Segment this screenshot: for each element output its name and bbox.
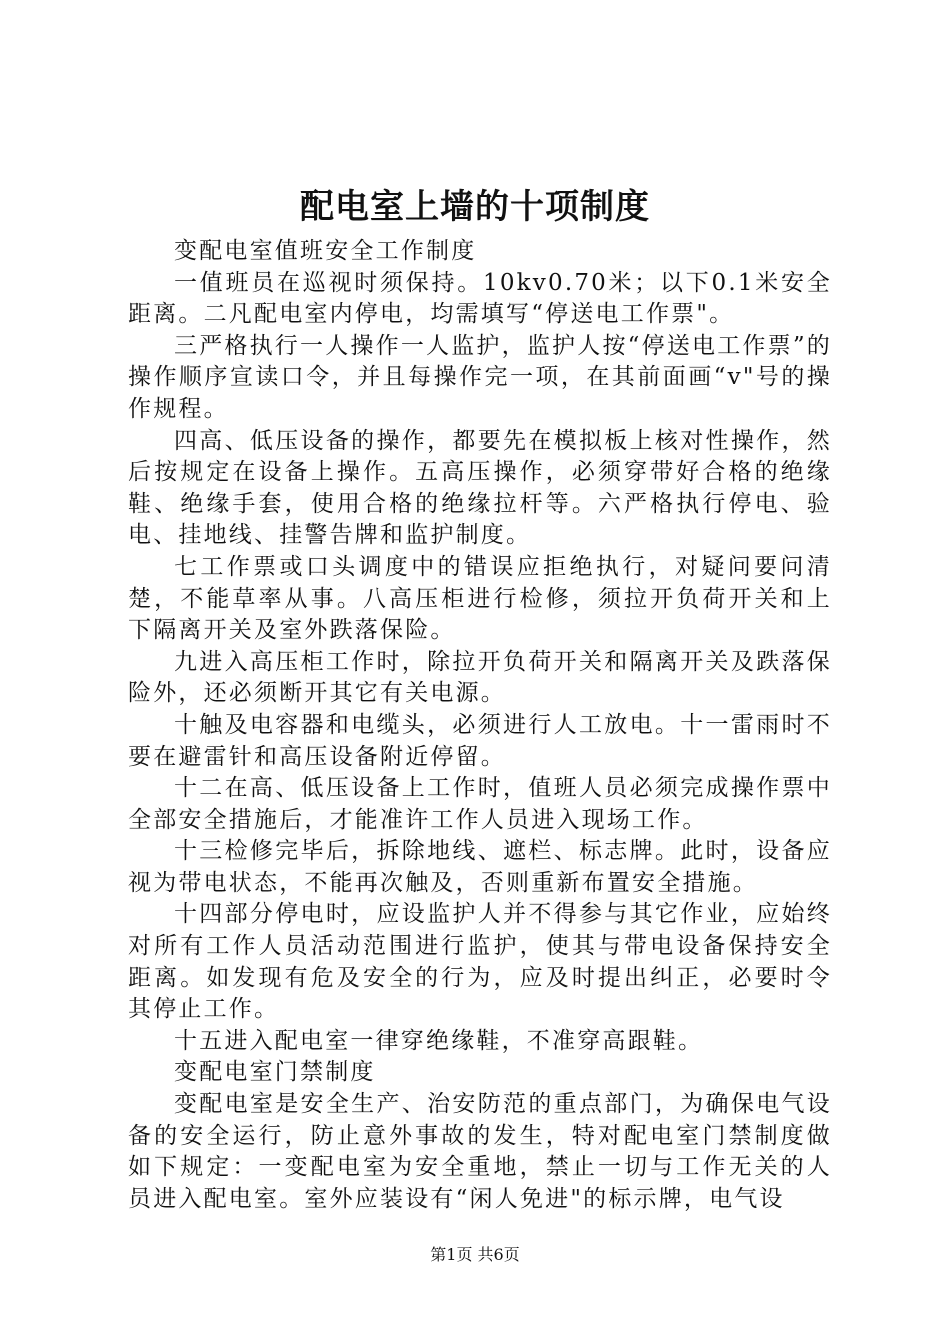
paragraph: 三严格执行一人操作一人监护，监护人按“停送电工作票”的操作顺序宣读口令，并且每操作完一项，在其前面画“v"号的操作规程。: [128, 332, 832, 422]
section-heading-access-control: 变配电室门禁制度: [174, 1059, 376, 1086]
paragraph: 九进入高压柜工作时，除拉开负荷开关和隔离开关及跌落保险外，还必须断开其它有关电源。: [128, 648, 832, 707]
paragraph: 十三检修完毕后，拆除地线、遮栏、标志牌。此时，设备应视为带电状态，不能再次触及，否则重新布置安全措施。: [128, 838, 832, 896]
page-number: 第1页 共6页: [430, 1245, 520, 1264]
document-body: [128, 236, 832, 1215]
paragraph: 变配电室是安全生产、治安防范的重点部门，为确保电气设备的安全运行，防止意外事故的发生，特对配电室门禁制度做如下规定：一变配电室为安全重地，禁止一切与工作无关的人员进入配电室。室外应装设有“闲人免进"的标示牌，电气设: [128, 1091, 832, 1212]
paragraph: 四高、低压设备的操作，都要先在模拟板上核对性操作，然后按规定在设备上操作。五高压操作，必须穿带好合格的绝缘鞋、绝缘手套，使用合格的绝缘拉杆等。六严格执行停电、验电、挂地线、挂警告牌和监护制度。: [128, 427, 832, 549]
paragraph: 十四部分停电时，应设监护人并不得参与其它作业，应始终对所有工作人员活动范围进行监护，使其与带电设备保持安全距离。如发现有危及安全的行为，应及时提出纠正，必要时令其停止工作。: [128, 901, 832, 1023]
document-title: 配电室上墙的十项制度: [300, 187, 650, 227]
paragraph: 一值班员在巡视时须保持。10kv0.70米；以下0.1米安全距离。二凡配电室内停电，均需填写“停送电工作票"。: [128, 269, 832, 328]
paragraph: 十二在高、低压设备上工作时，值班人员必须完成操作票中全部安全措施后，才能准许工作人员进入现场工作。: [128, 775, 832, 833]
paragraph: 十五进入配电室一律穿绝缘鞋，不准穿高跟鞋。: [174, 1027, 704, 1054]
paragraph: 七工作票或口头调度中的错误应拒绝执行，对疑问要问清楚，不能草率从事。八高压柜进行检修，须拉开负荷开关和上下隔离开关及室外跌落保险。: [128, 553, 832, 644]
paragraph: 十触及电容器和电缆头，必须进行人工放电。十一雷雨时不要在避雷针和高压设备附近停留。: [128, 711, 832, 770]
section-heading-duty-safety: 变配电室值班安全工作制度: [174, 238, 477, 264]
